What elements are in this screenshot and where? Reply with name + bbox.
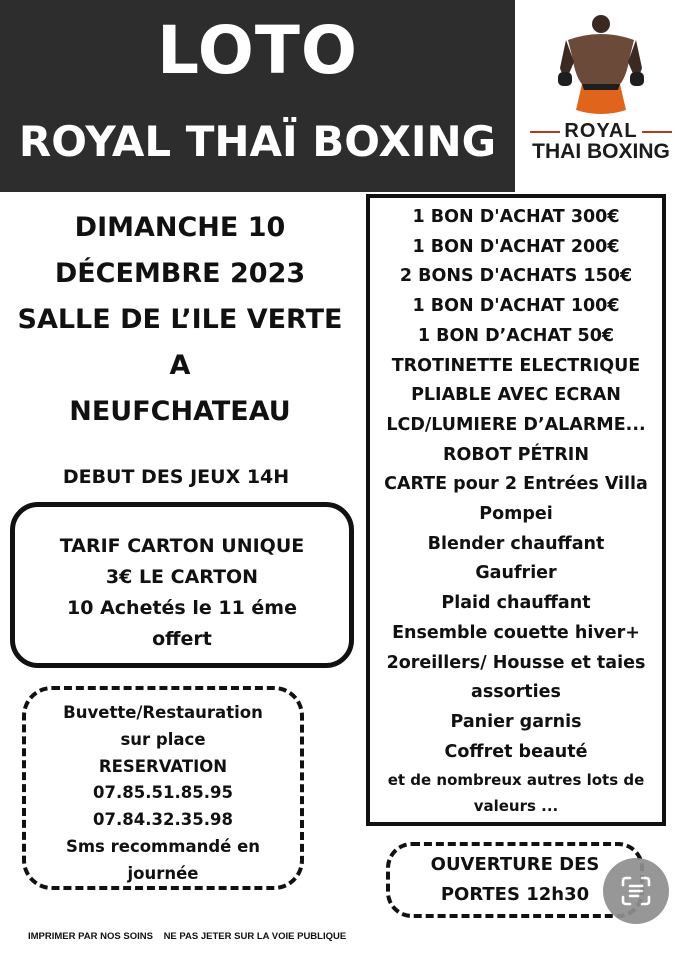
prize-item: 1 BON D’ACHAT 50€ <box>417 325 615 346</box>
scan-text-icon <box>620 875 652 907</box>
prize-item: Panier garnis <box>450 711 582 732</box>
event-date: DÉCEMBRE 2023 <box>54 258 306 289</box>
pricing-box <box>10 502 354 668</box>
event-venue: SALLE DE L’ILE VERTE <box>17 304 343 335</box>
event-day: DIMANCHE 10 <box>74 212 286 243</box>
prize-item: PLIABLE AVEC ECRAN <box>411 385 621 406</box>
pricing-line: 10 Achetés le 11 éme <box>67 597 297 619</box>
pricing-line: 3€ LE CARTON <box>105 566 259 588</box>
refreshments-line: Sms recommandé en <box>65 836 261 856</box>
event-at: A <box>169 350 191 381</box>
prize-item: Plaid chauffant <box>441 593 591 614</box>
prize-item: 2 BONS D'ACHATS 150€ <box>399 266 633 287</box>
prize-item: TROTINETTE ELECTRIQUE <box>391 355 641 376</box>
prize-item: LCD/LUMIERE D’ALARME... <box>386 414 646 435</box>
prize-item: ROBOT PÉTRIN <box>443 444 589 465</box>
doors-open-line: PORTES 12h30 <box>440 884 590 905</box>
prize-note: et de nombreux autres lots de <box>387 771 645 790</box>
prize-item: Gaufrier <box>475 563 557 584</box>
reservation-label: RESERVATION <box>98 756 228 776</box>
prize-item: assorties <box>471 682 561 703</box>
logo-text-line1: ROYAL <box>564 120 638 142</box>
logo-text-line2: THAI BOXING <box>532 140 670 163</box>
prize-item: 2oreillers/ Housse et taies <box>386 652 646 673</box>
scan-text-button[interactable] <box>603 858 669 924</box>
prize-item: Coffret beauté <box>444 741 588 762</box>
doors-open-line: OUVERTURE DES <box>430 854 600 875</box>
print-notice <box>28 931 346 942</box>
prize-item: Blender chauffant <box>427 533 605 554</box>
prize-item: Pompei <box>479 504 553 525</box>
header-banner <box>0 0 515 192</box>
phone-number: 07.85.51.85.95 <box>93 783 233 803</box>
boxer-logo-icon <box>556 10 646 118</box>
print-notice-right: NE PAS JETER SUR LA VOIE PUBLIQUE <box>163 931 347 942</box>
prizes-list <box>366 194 666 826</box>
prize-item: 1 BON D'ACHAT 200€ <box>412 236 620 257</box>
refreshments-line: Buvette/Restauration <box>63 703 263 722</box>
pricing-line: TARIF CARTON UNIQUE <box>59 535 305 557</box>
print-notice-left: IMPRIMER PAR NOS SOINS <box>28 931 153 942</box>
event-details <box>0 205 360 435</box>
phone-number: 07.84.32.35.98 <box>93 810 233 830</box>
start-time: DEBUT DES JEUX 14H <box>62 466 290 488</box>
refreshments-line: journée <box>127 863 199 883</box>
event-city: NEUFCHATEAU <box>69 396 291 427</box>
refreshments-box <box>22 686 304 890</box>
prize-item: 1 BON D'ACHAT 100€ <box>412 296 620 317</box>
club-logo <box>520 6 682 186</box>
prize-item: 1 BON D'ACHAT 300€ <box>412 207 620 227</box>
prize-item: Ensemble couette hiver+ <box>392 622 640 643</box>
prize-item: CARTE pour 2 Entrées Villa <box>384 474 648 495</box>
pricing-line: offert <box>152 628 212 650</box>
prize-note: valeurs ... <box>473 797 559 816</box>
page-subtitle: ROYAL THAÏ BOXING <box>18 117 497 166</box>
refreshments-line: sur place <box>120 729 206 749</box>
page-title: LOTO <box>157 12 358 89</box>
